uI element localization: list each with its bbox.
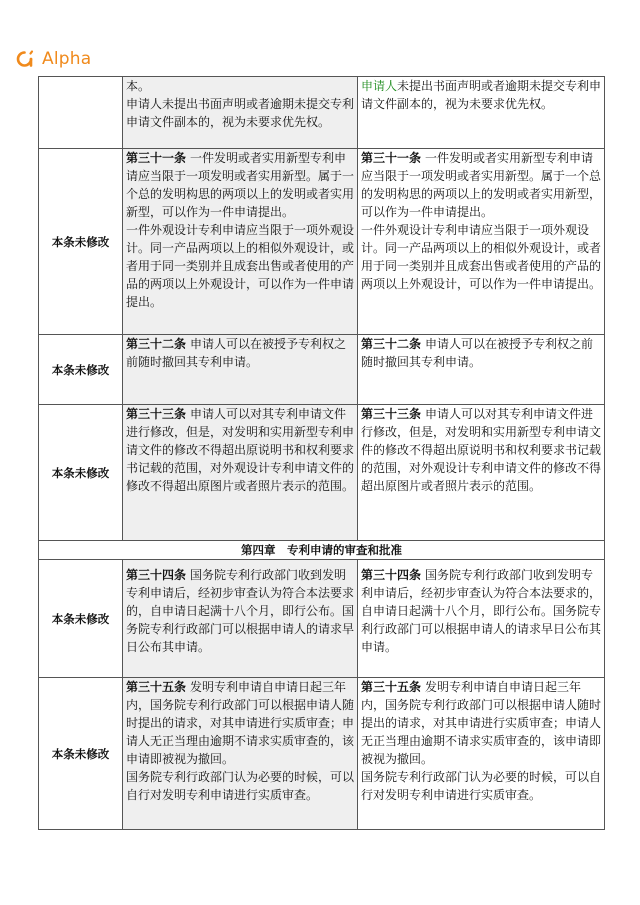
status-cell: 本条未修改 [39, 678, 123, 830]
chapter-heading: 第四章 专利申请的审查和批准 [39, 541, 605, 560]
chapter-row [39, 541, 605, 560]
status-cell [39, 77, 123, 149]
new-text-cell: 第三十四条 国务院专利行政部门收到发明专利申请后，经初步审查认为符合本法要求的，自申请日起满十八个月，即行公布。国务院专利行政部门可以根据申请人的请求早日公布其申请。 [358, 560, 605, 678]
status-cell: 本条未修改 [39, 335, 123, 405]
highlighted-change: 申请人 [361, 79, 398, 93]
old-text-cell [123, 77, 358, 149]
status-cell: 本条未修改 [39, 405, 123, 541]
table-row [39, 560, 605, 678]
new-paragraph: 国务院专利行政部门认为必要的时候，可以自行对发明专利申请进行实质审查。 [361, 770, 602, 802]
new-text-cell [358, 77, 605, 149]
old-paragraph: 一件外观设计专利申请应当限于一项外观设计。同一产品两项以上的相似外观设计，或者用于同一类别并且成套出售或者使用的产品的两项以上外观设计，可以作为一件申请提出。 [126, 223, 355, 309]
brand-logo [16, 49, 91, 69]
article-number: 第三十三条 [361, 407, 422, 421]
table-row [39, 77, 605, 149]
new-text-cell: 第三十一条 一件发明或者实用新型专利申请应当限于一项发明或者实用新型。属于一个总的发明构思的两项以上的发明或者实用新型，可以作为一件申请提出。 一件外观设计专利申请应当限于一项外观设计。同一产品两项以上的相似外观设计，或者用于同一类别并且成套出售或者使用的产品的两项以上外观设计，可以作为一件申请提出。 [358, 149, 605, 335]
old-text-cell: 第三十二条 申请人可以在被授予专利权之前随时撤回其专利申请。 [123, 335, 358, 405]
alpha-logo-icon [16, 49, 36, 69]
article-number: 第三十五条 [361, 680, 422, 694]
old-text-cell: 第三十三条 申请人可以对其专利申请文件进行修改，但是，对发明和实用新型专利申请文件的修改不得超出原说明书和权利要求书记载的范围，对外观设计专利申请文件的修改不得超出原图片或者照片表示的范围。 [123, 405, 358, 541]
table-row [39, 149, 605, 335]
article-number: 第三十一条 [126, 151, 187, 165]
new-text-cell: 第三十三条 申请人可以对其专利申请文件进行修改，但是，对发明和实用新型专利申请文件的修改不得超出原说明书和权利要求书记载的范围，对外观设计专利申请文件的修改不得超出原图片或者照片表示的范围。 [358, 405, 605, 541]
article-number: 第三十四条 [361, 568, 422, 582]
comparison-table [38, 76, 605, 830]
article-number: 第三十二条 [361, 337, 422, 351]
old-paragraph: 申请人未提出书面声明或者逾期未提交专利申请文件副本的，视为未要求优先权。 [126, 97, 355, 129]
article-number: 第三十五条 [126, 680, 187, 694]
new-text-cell: 第三十五条 发明专利申请自申请日起三年内，国务院专利行政部门可以根据申请人随时提出的请求，对其申请进行实质审查；申请人无正当理由逾期不请求实质审查的，该申请即被视为撤回。 国务院专利行政部门认为必要的时候，可以自行对发明专利申请进行实质审查。 [358, 678, 605, 830]
old-text-cell: 第三十一条 一件发明或者实用新型专利申请应当限于一项发明或者实用新型。属于一个总的发明构思的两项以上的发明或者实用新型，可以作为一件申请提出。 一件外观设计专利申请应当限于一项外观设计。同一产品两项以上的相似外观设计，或者用于同一类别并且成套出售或者使用的产品的两项以上外观设计，可以作为一件申请提出。 [123, 149, 358, 335]
status-cell: 本条未修改 [39, 149, 123, 335]
old-paragraph: 国务院专利行政部门认为必要的时候，可以自行对发明专利申请进行实质审查。 [126, 770, 355, 802]
brand-name: Alpha [42, 49, 92, 69]
new-text-cell: 第三十二条 申请人可以在被授予专利权之前随时撤回其专利申请。 [358, 335, 605, 405]
article-number: 第三十四条 [126, 568, 187, 582]
new-paragraph: 申请人未提出书面声明或者逾期未提交专利申请文件副本的，视为未要求优先权。 [361, 79, 602, 111]
old-paragraph: 本。 [126, 79, 151, 93]
old-text-cell: 第三十五条 发明专利申请自申请日起三年内，国务院专利行政部门可以根据申请人随时提出的请求，对其申请进行实质审查；申请人无正当理由逾期不请求实质审查的，该申请即被视为撤回。 国务院专利行政部门认为必要的时候，可以自行对发明专利申请进行实质审查。 [123, 678, 358, 830]
table-row [39, 405, 605, 541]
table-row [39, 335, 605, 405]
table-row [39, 678, 605, 830]
article-number: 第三十一条 [361, 151, 422, 165]
status-cell: 本条未修改 [39, 560, 123, 678]
new-paragraph: 一件外观设计专利申请应当限于一项外观设计。同一产品两项以上的相似外观设计，或者用于同一类别并且成套出售或者使用的产品的两项以上外观设计，可以作为一件申请提出。 [361, 223, 602, 291]
old-text-cell: 第三十四条 国务院专利行政部门收到发明专利申请后，经初步审查认为符合本法要求的，自申请日起满十八个月，即行公布。国务院专利行政部门可以根据申请人的请求早日公布其申请。 [123, 560, 358, 678]
article-number: 第三十三条 [126, 407, 187, 421]
article-number: 第三十二条 [126, 337, 187, 351]
